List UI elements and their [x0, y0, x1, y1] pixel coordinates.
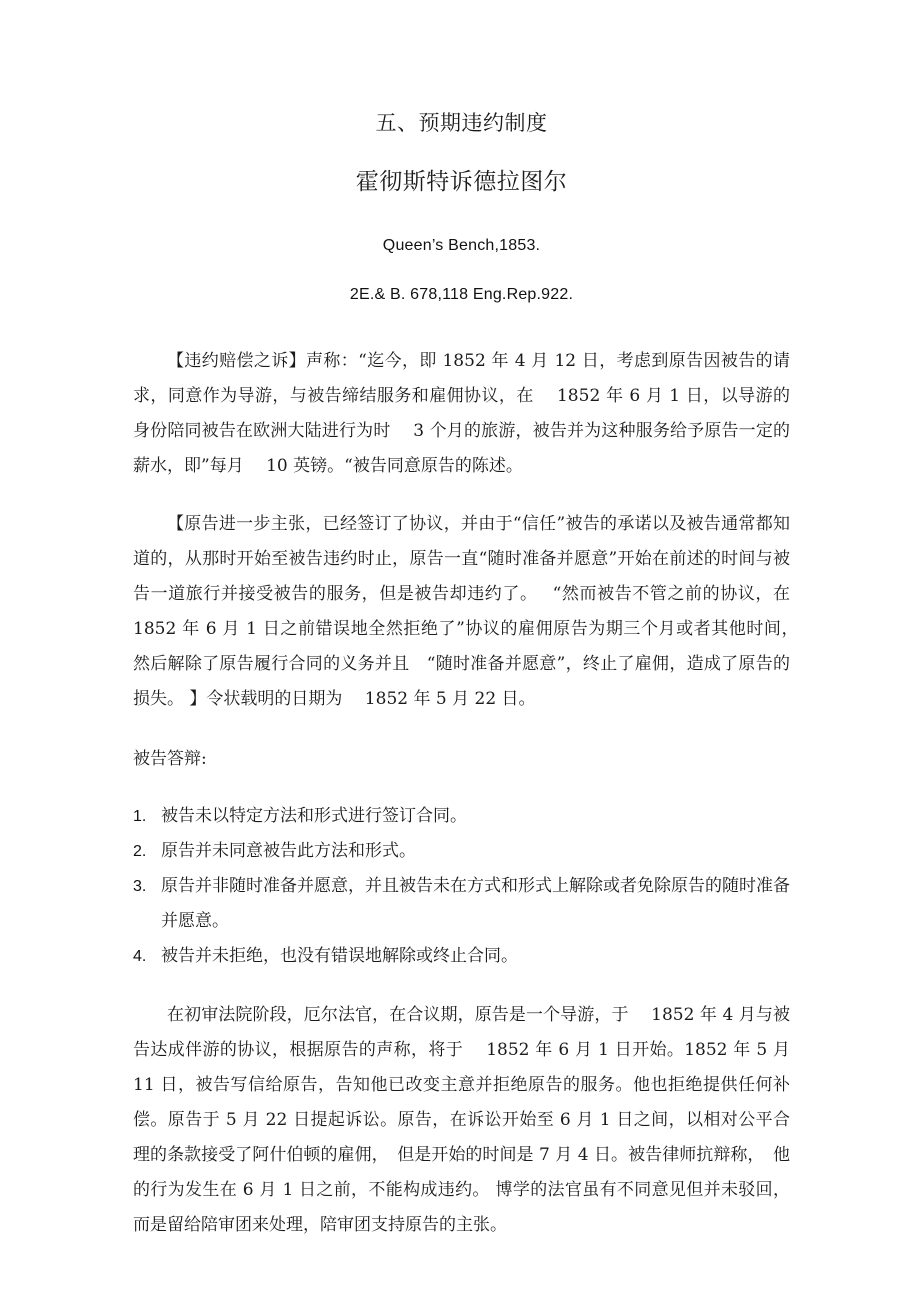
- paragraph-trial-court-proceedings: 在初审法院阶段，厄尔法官，在合议期，原告是一个导游，于 1852 年 4 月与被告达成伴游的协议，根据原告的声称，将于 1852 年 6 月 1 日开始。1852 年 5 月 11 日，被告写信给原告，告知他已改变主意并拒绝原告的服务。他也拒绝提供任何补偿。原告于 5 月 22 日提起诉讼。原告，在诉讼开始至 6 月 1 日之间，以相对公平合理的条款接受了阿什伯顿的雇佣， 但是开始的时间是 7 月 4 日。被告律师抗辩称， 他的行为发生在 6 月 1 日之前，不能构成违约。 博学的法官虽有不同意见但并未驳回，而是留给陪审团来处理，陪审团支持原告的主张。: [133, 1005, 790, 1236]
- paragraph-plaintiff-averment: 【原告进一步主张，已经签订了协议，并由于“信任”被告的承诺以及被告通常都知道的，从那时开始至被告违约时止，原告一直“随时准备并愿意”开始在前述的时间与被告一道旅行并接受被告的服务，但是被告却违约了。 “然而被告不管之前的协议，在 1852 年 6 月 1 日之前错误地全然拒绝了”协议的雇佣原告为期三个月或者其他时间， 然后解除了原告履行合同的义务并且 “随时准备并愿意”，终止了雇佣，造成了原告的损失。 】令状载明的日期为 1852 年 5 月 22 日。: [133, 514, 813, 710]
- defendant-answer-list: [133, 777, 790, 974]
- list-item: [133, 869, 790, 939]
- list-item-text: 被告并未拒绝，也没有错误地解除或终止合同。: [161, 946, 518, 967]
- list-marker: 4.: [133, 948, 147, 966]
- document-content: [133, 0, 813, 1243]
- list-marker: 3.: [133, 878, 147, 896]
- paragraph-claim-declaration: 【违约赔偿之诉】声称：“迄今，即 1852 年 4 月 12 日，考虑到原告因被告的请求，同意作为导游，与被告缔结服务和雇佣协议，在 1852 年 6 月 1 日，以导游的身份陪同被告在欧洲大陆进行为时 3 个月的旅游，被告并为这种服务给予原告一定的薪水，即”每月 10 英镑。“被告同意原告的陈述。: [133, 351, 790, 477]
- court-reference: Queen’s Bench,1853.: [382, 237, 541, 255]
- list-item-text: 原告并未同意被告此方法和形式。: [161, 841, 416, 862]
- list-item: [133, 799, 790, 834]
- list-item: [133, 834, 790, 869]
- case-title: 霍彻斯特诉德拉图尔: [355, 169, 568, 196]
- section-title: 五、预期违约制度: [375, 111, 548, 135]
- list-item: [133, 939, 790, 974]
- list-marker: 2.: [133, 843, 147, 861]
- citation-reference: 2E.& B. 678,118 Eng.Rep.922.: [349, 286, 574, 304]
- answer-heading: 被告答辩:: [133, 749, 207, 770]
- list-item-text: 原告并非随时准备并愿意，并且被告未在方式和形式上解除或者免除原告的随时准备并愿意。: [161, 876, 790, 932]
- list-marker: 1.: [133, 808, 147, 826]
- list-item-text: 被告未以特定方法和形式进行签订合同。: [161, 806, 467, 827]
